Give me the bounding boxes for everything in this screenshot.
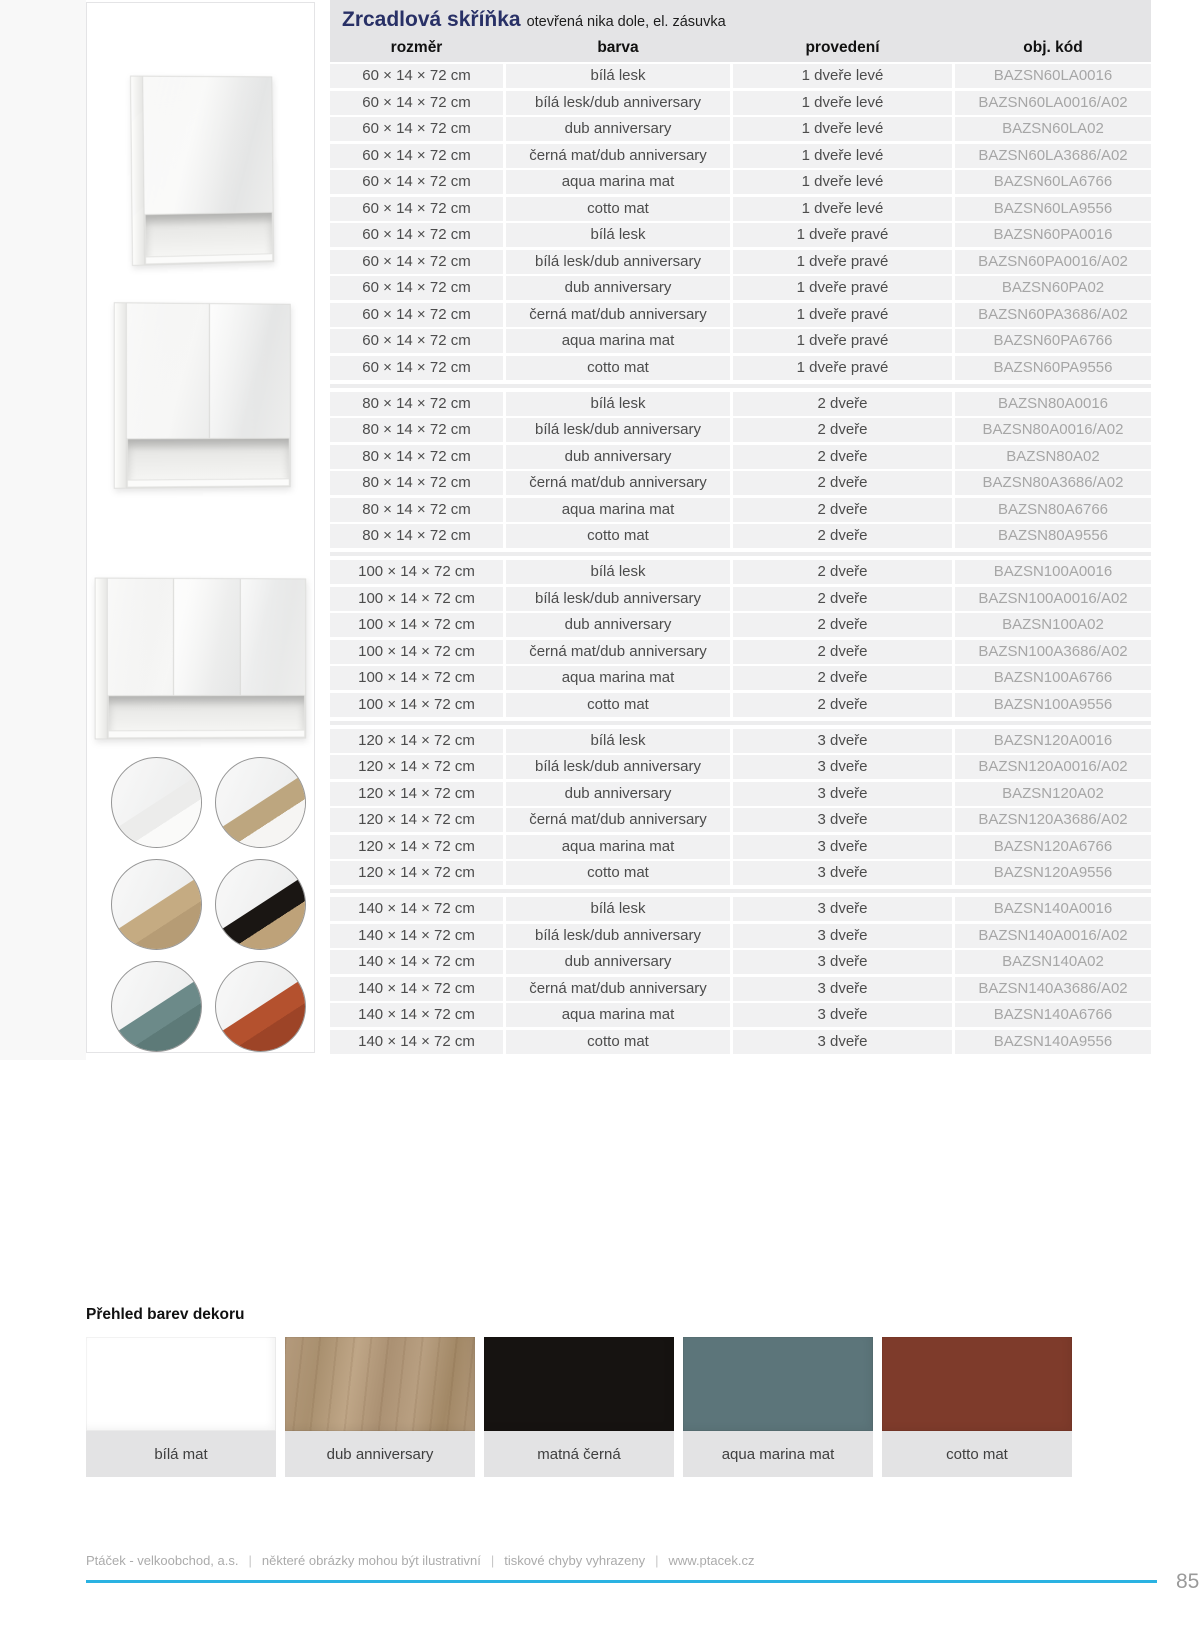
cell-rozmer: 80 × 14 × 72 cm — [330, 471, 503, 495]
cell-provedeni: 3 dveře — [733, 782, 952, 806]
swatch-label-2: dub anniversary — [285, 1431, 475, 1477]
cabinet-open-niche — [145, 212, 274, 265]
cabinet-open-niche — [108, 695, 305, 739]
cell-obj-kod: BAZSN60PA0016/A02 — [955, 250, 1151, 274]
cell-barva: černá mat/dub anniversary — [506, 808, 730, 832]
table-row — [330, 897, 1151, 921]
cell-barva: dub anniversary — [506, 117, 730, 141]
cabinet-door — [143, 77, 273, 214]
cell-rozmer: 100 × 14 × 72 cm — [330, 640, 503, 664]
cell-barva: cotto mat — [506, 861, 730, 885]
cell-provedeni: 1 dveře pravé — [733, 223, 952, 247]
cell-obj-kod: BAZSN100A6766 — [955, 666, 1151, 690]
table-row — [330, 418, 1151, 442]
finish-band-cerna-mat-dub-anniversary — [215, 879, 306, 950]
cell-rozmer: 140 × 14 × 72 cm — [330, 1030, 503, 1054]
cell-rozmer: 60 × 14 × 72 cm — [330, 197, 503, 221]
cell-obj-kod: BAZSN80A02 — [955, 445, 1151, 469]
cell-provedeni: 3 dveře — [733, 835, 952, 859]
table-row — [330, 861, 1151, 885]
cell-rozmer: 60 × 14 × 72 cm — [330, 91, 503, 115]
cell-rozmer: 120 × 14 × 72 cm — [330, 808, 503, 832]
cell-obj-kod: BAZSN120A9556 — [955, 861, 1151, 885]
cell-obj-kod: BAZSN60LA9556 — [955, 197, 1151, 221]
cell-barva: bílá lesk/dub anniversary — [506, 587, 730, 611]
cell-rozmer: 140 × 14 × 72 cm — [330, 1003, 503, 1027]
finish-band-bila-lesk-dub-anniversary — [215, 777, 306, 848]
cell-obj-kod: BAZSN140A3686/A02 — [955, 977, 1151, 1001]
table-row — [330, 693, 1151, 717]
cell-rozmer: 80 × 14 × 72 cm — [330, 392, 503, 416]
cell-obj-kod: BAZSN100A0016/A02 — [955, 587, 1151, 611]
cell-obj-kod: BAZSN60PA9556 — [955, 356, 1151, 380]
cell-rozmer: 100 × 14 × 72 cm — [330, 587, 503, 611]
group-separator — [330, 552, 1151, 556]
table-row — [330, 524, 1151, 548]
footer-item: www.ptacek.cz — [668, 1553, 755, 1568]
finish-band-bila-lesk — [111, 777, 202, 848]
cabinet-front — [126, 302, 291, 488]
finish-band-aqua-marina-mat — [111, 981, 202, 1052]
cabinet-front — [107, 578, 306, 740]
cell-barva: aqua marina mat — [506, 498, 730, 522]
table-row — [330, 640, 1151, 664]
table-row — [330, 329, 1151, 353]
cell-provedeni: 3 dveře — [733, 808, 952, 832]
cell-provedeni: 3 dveře — [733, 977, 952, 1001]
product-table — [330, 64, 1151, 1054]
footer-item: některé obrázky mohou být ilustrativní — [261, 1553, 481, 1568]
swatch-label-1: bílá mat — [86, 1431, 276, 1477]
cell-rozmer: 140 × 14 × 72 cm — [330, 897, 503, 921]
product-images-panel — [86, 2, 315, 1053]
decor-swatch-1 — [86, 1337, 276, 1477]
decor-swatches — [86, 1337, 1086, 1477]
cabinet-doors — [108, 579, 305, 696]
swatch-color-4 — [683, 1337, 873, 1431]
page-subtitle: otevřená nika dole, el. zásuvka — [526, 14, 726, 30]
cell-provedeni: 1 dveře pravé — [733, 250, 952, 274]
footer-separator: | — [490, 1553, 495, 1568]
cell-provedeni: 2 dveře — [733, 392, 952, 416]
cell-provedeni: 3 dveře — [733, 1030, 952, 1054]
cell-obj-kod: BAZSN60PA0016 — [955, 223, 1151, 247]
finish-detail-photo-bila-lesk — [111, 757, 202, 848]
cell-rozmer: 60 × 14 × 72 cm — [330, 170, 503, 194]
cell-barva: bílá lesk — [506, 729, 730, 753]
product-table-section — [330, 0, 1151, 1054]
cell-obj-kod: BAZSN140A0016 — [955, 897, 1151, 921]
title-line — [342, 7, 1151, 35]
group-separator — [330, 384, 1151, 388]
cell-provedeni: 1 dveře levé — [733, 117, 952, 141]
cell-barva: černá mat/dub anniversary — [506, 977, 730, 1001]
footer-divider-line — [86, 1580, 1157, 1583]
cell-provedeni: 3 dveře — [733, 729, 952, 753]
decor-heading: Přehled barev dekoru — [86, 1306, 245, 1323]
cell-barva: dub anniversary — [506, 782, 730, 806]
page-number: 85 — [1176, 1570, 1200, 1593]
decor-colors-section — [86, 1306, 1086, 1477]
table-row — [330, 356, 1151, 380]
cell-obj-kod: BAZSN80A3686/A02 — [955, 471, 1151, 495]
cell-rozmer: 60 × 14 × 72 cm — [330, 223, 503, 247]
cell-provedeni: 3 dveře — [733, 1003, 952, 1027]
cell-provedeni: 3 dveře — [733, 924, 952, 948]
cabinet-door — [127, 303, 210, 438]
column-headers — [330, 35, 1151, 62]
cell-provedeni: 2 dveře — [733, 498, 952, 522]
cell-provedeni: 3 dveře — [733, 950, 952, 974]
cell-rozmer: 120 × 14 × 72 cm — [330, 729, 503, 753]
cell-provedeni: 2 dveře — [733, 640, 952, 664]
mirror-cabinet-1-door-photo — [130, 76, 274, 266]
table-row — [330, 471, 1151, 495]
cell-barva: cotto mat — [506, 356, 730, 380]
table-row — [330, 755, 1151, 779]
cell-provedeni: 2 dveře — [733, 418, 952, 442]
cell-barva: bílá lesk/dub anniversary — [506, 418, 730, 442]
cell-barva: dub anniversary — [506, 950, 730, 974]
cell-obj-kod: BAZSN120A3686/A02 — [955, 808, 1151, 832]
mirror-cabinet-3-door-photo — [95, 578, 306, 740]
cell-provedeni: 2 dveře — [733, 471, 952, 495]
cell-provedeni: 2 dveře — [733, 560, 952, 584]
cell-provedeni: 2 dveře — [733, 613, 952, 637]
cell-provedeni: 1 dveře levé — [733, 197, 952, 221]
cell-barva: aqua marina mat — [506, 666, 730, 690]
cell-provedeni: 1 dveře levé — [733, 64, 952, 88]
decor-swatch-2 — [285, 1337, 475, 1477]
table-row — [330, 613, 1151, 637]
cell-provedeni: 3 dveře — [733, 861, 952, 885]
cell-barva: aqua marina mat — [506, 835, 730, 859]
table-row — [330, 729, 1151, 753]
footer-separator: | — [248, 1553, 252, 1568]
cell-provedeni: 1 dveře levé — [733, 91, 952, 115]
swatch-color-3 — [484, 1337, 674, 1431]
cell-obj-kod: BAZSN140A02 — [955, 950, 1151, 974]
cabinet-door — [209, 304, 289, 438]
finish-detail-photo-cerna-mat-dub-anniversary — [215, 859, 306, 950]
decor-swatch-4 — [683, 1337, 873, 1477]
cell-provedeni: 1 dveře pravé — [733, 356, 952, 380]
table-row — [330, 950, 1151, 974]
table-row — [330, 666, 1151, 690]
table-row — [330, 977, 1151, 1001]
table-row — [330, 144, 1151, 168]
cell-rozmer: 140 × 14 × 72 cm — [330, 924, 503, 948]
footer — [86, 1553, 1157, 1583]
cell-rozmer: 120 × 14 × 72 cm — [330, 755, 503, 779]
page-title: Zrcadlová skříňka — [342, 8, 521, 31]
table-row — [330, 782, 1151, 806]
cell-rozmer: 80 × 14 × 72 cm — [330, 445, 503, 469]
cell-obj-kod: BAZSN120A0016 — [955, 729, 1151, 753]
swatch-label-5: cotto mat — [882, 1431, 1072, 1477]
column-header-obj-kod: obj. kód — [1023, 39, 1083, 56]
swatch-color-5 — [882, 1337, 1072, 1431]
cell-rozmer: 140 × 14 × 72 cm — [330, 977, 503, 1001]
cell-barva: aqua marina mat — [506, 170, 730, 194]
table-header-band — [330, 0, 1151, 62]
cell-rozmer: 80 × 14 × 72 cm — [330, 524, 503, 548]
cell-provedeni: 2 dveře — [733, 445, 952, 469]
footer-item: tiskové chyby vyhrazeny — [504, 1553, 646, 1568]
table-row — [330, 835, 1151, 859]
cell-provedeni: 1 dveře levé — [733, 144, 952, 168]
cell-rozmer: 100 × 14 × 72 cm — [330, 560, 503, 584]
footer-item: Ptáček - velkoobchod, a.s. — [86, 1553, 239, 1568]
table-row — [330, 445, 1151, 469]
table-row — [330, 392, 1151, 416]
cell-barva: cotto mat — [506, 1030, 730, 1054]
cell-barva: bílá lesk — [506, 897, 730, 921]
cell-obj-kod: BAZSN80A0016/A02 — [955, 418, 1151, 442]
table-row — [330, 498, 1151, 522]
cell-barva: bílá lesk — [506, 392, 730, 416]
finish-detail-photo-bila-lesk-dub-anniversary — [215, 757, 306, 848]
cell-obj-kod: BAZSN100A9556 — [955, 693, 1151, 717]
cell-obj-kod: BAZSN80A9556 — [955, 524, 1151, 548]
cell-barva: černá mat/dub anniversary — [506, 144, 730, 168]
cell-provedeni: 1 dveře levé — [733, 170, 952, 194]
cabinet-door — [174, 579, 240, 695]
group-separator — [330, 889, 1151, 893]
cell-provedeni: 1 dveře pravé — [733, 276, 952, 300]
cabinet-side-panel — [114, 302, 126, 489]
table-row — [330, 223, 1151, 247]
cell-provedeni: 2 dveře — [733, 666, 952, 690]
cell-obj-kod: BAZSN60LA3686/A02 — [955, 144, 1151, 168]
table-row — [330, 117, 1151, 141]
cell-obj-kod: BAZSN140A9556 — [955, 1030, 1151, 1054]
cell-rozmer: 60 × 14 × 72 cm — [330, 303, 503, 327]
cell-provedeni: 3 dveře — [733, 897, 952, 921]
cell-rozmer: 120 × 14 × 72 cm — [330, 782, 503, 806]
cell-barva: černá mat/dub anniversary — [506, 471, 730, 495]
cell-barva: cotto mat — [506, 197, 730, 221]
cell-rozmer: 80 × 14 × 72 cm — [330, 498, 503, 522]
cell-rozmer: 80 × 14 × 72 cm — [330, 418, 503, 442]
table-row — [330, 64, 1151, 88]
cell-rozmer: 120 × 14 × 72 cm — [330, 835, 503, 859]
cell-barva: bílá lesk/dub anniversary — [506, 91, 730, 115]
table-row — [330, 197, 1151, 221]
cabinet-side-panel — [95, 578, 107, 740]
cell-barva: bílá lesk/dub anniversary — [506, 755, 730, 779]
cell-obj-kod: BAZSN60LA02 — [955, 117, 1151, 141]
table-row — [330, 1030, 1151, 1054]
cell-rozmer: 60 × 14 × 72 cm — [330, 329, 503, 353]
cell-barva: bílá lesk — [506, 64, 730, 88]
cell-obj-kod: BAZSN120A02 — [955, 782, 1151, 806]
decor-swatch-3 — [484, 1337, 674, 1477]
cell-barva: aqua marina mat — [506, 1003, 730, 1027]
finish-detail-photo-aqua-marina-mat — [111, 961, 202, 1052]
table-row — [330, 808, 1151, 832]
cabinet-door — [108, 579, 175, 696]
cell-rozmer: 60 × 14 × 72 cm — [330, 356, 503, 380]
cell-barva: cotto mat — [506, 524, 730, 548]
cell-obj-kod: BAZSN60PA3686/A02 — [955, 303, 1151, 327]
swatch-color-2 — [285, 1337, 475, 1431]
cell-provedeni: 1 dveře pravé — [733, 329, 952, 353]
column-header-barva: barva — [597, 39, 639, 56]
cell-provedeni: 3 dveře — [733, 755, 952, 779]
group-separator — [330, 721, 1151, 725]
cell-obj-kod: BAZSN60LA0016 — [955, 64, 1151, 88]
cell-rozmer: 140 × 14 × 72 cm — [330, 950, 503, 974]
cell-rozmer: 100 × 14 × 72 cm — [330, 666, 503, 690]
cell-provedeni: 1 dveře pravé — [733, 303, 952, 327]
cell-barva: cotto mat — [506, 693, 730, 717]
finish-detail-photos — [111, 757, 306, 1052]
cell-barva: dub anniversary — [506, 445, 730, 469]
cell-rozmer: 100 × 14 × 72 cm — [330, 613, 503, 637]
cell-rozmer: 60 × 14 × 72 cm — [330, 144, 503, 168]
swatch-color-1 — [86, 1337, 276, 1431]
table-row — [330, 303, 1151, 327]
swatch-label-3: matná černá — [484, 1431, 674, 1477]
cabinet-front — [142, 76, 274, 266]
cell-obj-kod: BAZSN120A6766 — [955, 835, 1151, 859]
finish-detail-photo-cotto-mat — [215, 961, 306, 1052]
table-row — [330, 91, 1151, 115]
finish-band-dub-anniversary — [111, 879, 202, 950]
cell-barva: bílá lesk — [506, 223, 730, 247]
cell-barva: aqua marina mat — [506, 329, 730, 353]
footer-text — [86, 1553, 1157, 1568]
cell-provedeni: 2 dveře — [733, 587, 952, 611]
cell-obj-kod: BAZSN100A3686/A02 — [955, 640, 1151, 664]
finish-band-cotto-mat — [215, 981, 306, 1052]
table-row — [330, 250, 1151, 274]
cell-obj-kod: BAZSN100A02 — [955, 613, 1151, 637]
table-row — [330, 276, 1151, 300]
cabinet-door — [240, 579, 305, 695]
mirror-cabinet-2-door-photo — [114, 302, 291, 489]
cell-barva: bílá lesk — [506, 560, 730, 584]
cell-provedeni: 2 dveře — [733, 693, 952, 717]
cell-provedeni: 2 dveře — [733, 524, 952, 548]
swatch-label-4: aqua marina mat — [683, 1431, 873, 1477]
table-row — [330, 924, 1151, 948]
cell-obj-kod: BAZSN100A0016 — [955, 560, 1151, 584]
cell-rozmer: 60 × 14 × 72 cm — [330, 117, 503, 141]
cell-obj-kod: BAZSN140A0016/A02 — [955, 924, 1151, 948]
cell-obj-kod: BAZSN60PA6766 — [955, 329, 1151, 353]
cell-obj-kod: BAZSN60LA0016/A02 — [955, 91, 1151, 115]
finish-detail-photo-dub-anniversary — [111, 859, 202, 950]
cell-rozmer: 60 × 14 × 72 cm — [330, 250, 503, 274]
cabinet-doors — [127, 303, 290, 438]
cell-rozmer: 120 × 14 × 72 cm — [330, 861, 503, 885]
cell-barva: bílá lesk/dub anniversary — [506, 924, 730, 948]
cell-rozmer: 100 × 14 × 72 cm — [330, 693, 503, 717]
cell-rozmer: 60 × 14 × 72 cm — [330, 276, 503, 300]
table-row — [330, 560, 1151, 584]
table-row — [330, 1003, 1151, 1027]
table-row — [330, 170, 1151, 194]
cell-barva: dub anniversary — [506, 276, 730, 300]
decor-swatch-5 — [882, 1337, 1072, 1477]
cabinet-open-niche — [127, 437, 290, 487]
cell-barva: černá mat/dub anniversary — [506, 303, 730, 327]
column-header-rozmer: rozměr — [390, 39, 443, 56]
cell-obj-kod: BAZSN120A0016/A02 — [955, 755, 1151, 779]
page-left-margin — [0, 0, 86, 1060]
footer-separator: | — [655, 1553, 659, 1568]
cell-barva: černá mat/dub anniversary — [506, 640, 730, 664]
cell-barva: dub anniversary — [506, 613, 730, 637]
cell-obj-kod: BAZSN60LA6766 — [955, 170, 1151, 194]
cell-obj-kod: BAZSN140A6766 — [955, 1003, 1151, 1027]
table-row — [330, 587, 1151, 611]
cell-barva: bílá lesk/dub anniversary — [506, 250, 730, 274]
cell-obj-kod: BAZSN80A6766 — [955, 498, 1151, 522]
cell-obj-kod: BAZSN80A0016 — [955, 392, 1151, 416]
cell-rozmer: 60 × 14 × 72 cm — [330, 64, 503, 88]
cabinet-doors — [143, 77, 273, 214]
cell-obj-kod: BAZSN60PA02 — [955, 276, 1151, 300]
column-header-provedeni: provedení — [805, 39, 880, 56]
